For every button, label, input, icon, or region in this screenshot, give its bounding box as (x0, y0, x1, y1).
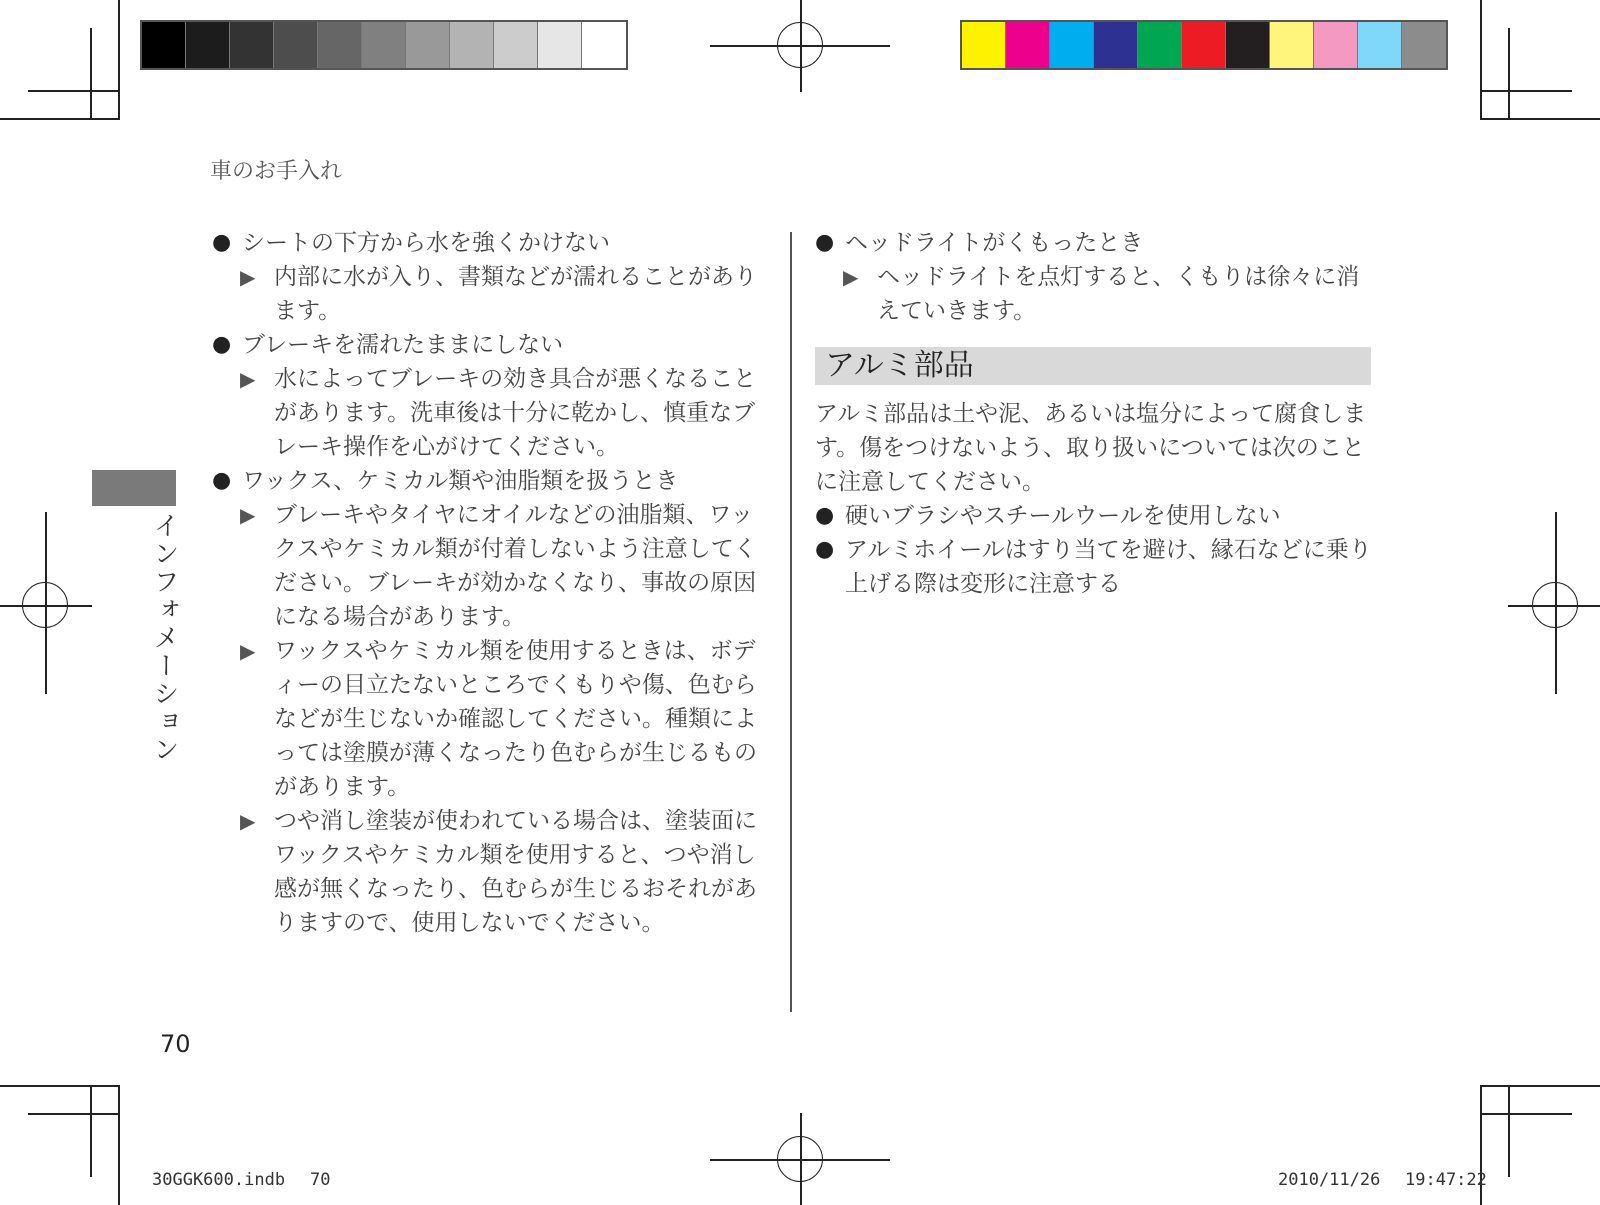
note-text: ブレーキやタイヤにオイルなどの油脂類、ワックスやケミカル類が付着しないよう注意してください。ブレーキが効かなくなり、事故の原因になる場合があります。 (274, 502, 757, 630)
color-swatch (1226, 22, 1270, 68)
bullet-icon: ● (212, 230, 232, 255)
color-swatch (1006, 22, 1050, 68)
list-item-text: アルミホイールはすり当てを避け、縁石などに乗り上げる際は変形に注意する (845, 537, 1372, 597)
color-swatch (1358, 22, 1402, 68)
column-divider (790, 232, 792, 1012)
color-swatch (1050, 22, 1094, 68)
note-item (212, 804, 772, 940)
bullet-icon: ● (212, 468, 232, 493)
bullet-icon: ● (815, 230, 835, 255)
list-item (212, 226, 772, 260)
arrow-icon: ▶ (240, 639, 256, 663)
footer-page: 70 (310, 1170, 331, 1190)
gray-swatch (538, 22, 582, 68)
note-item (212, 634, 772, 804)
note-text: ワックスやケミカル類を使用するときは、ボディーの目立たないところでくもりや傷、色むらなどが生じないか確認してください。種類によっては塗膜が薄くなったり色むらが生じるものがあります。 (274, 638, 757, 800)
gray-swatch (406, 22, 450, 68)
list-item-text: ブレーキを濡れたままにしない (242, 332, 564, 358)
section-body (815, 397, 1375, 601)
list-item (212, 464, 772, 498)
list-item-text: ワックス、ケミカル類や油脂類を扱うとき (242, 468, 679, 494)
footer-date: 2010/11/26 (1278, 1170, 1381, 1190)
list-item-text: 硬いブラシやスチールウールを使用しない (845, 503, 1281, 529)
page-number: 70 (160, 1030, 191, 1058)
list-item-text: ヘッドライトがくもったとき (845, 230, 1144, 256)
note-text: 水によってブレーキの効き具合が悪くなることがあります。洗車後は十分に乾かし、慎重なブレーキ操作を心がけてください。 (274, 366, 757, 460)
note-item (212, 498, 772, 634)
right-column (815, 226, 1375, 328)
color-swatch (1138, 22, 1182, 68)
arrow-icon: ▶ (843, 265, 859, 289)
gray-swatch (582, 22, 626, 68)
color-swatch (962, 22, 1006, 68)
color-swatch (1270, 22, 1314, 68)
footer-time: 19:47:22 (1405, 1170, 1487, 1190)
arrow-icon: ▶ (240, 503, 256, 527)
list-item (815, 533, 1375, 601)
side-tab (92, 470, 176, 506)
footer-file: 30GGK600.indb (152, 1170, 286, 1190)
color-swatch (1314, 22, 1358, 68)
list-item (212, 328, 772, 362)
side-tab-label: インフォメーション (149, 512, 179, 764)
gray-swatch (318, 22, 362, 68)
arrow-icon: ▶ (240, 265, 256, 289)
note-item (212, 260, 772, 328)
list-item-text: シートの下方から水を強くかけない (242, 230, 610, 256)
bullet-icon: ● (815, 503, 835, 528)
bullet-icon: ● (212, 332, 232, 357)
arrow-icon: ▶ (240, 809, 256, 833)
process-color-bar (960, 20, 1448, 70)
left-column (212, 226, 772, 940)
gray-swatch (450, 22, 494, 68)
note-text: ヘッドライトを点灯すると、くもりは徐々に消えていきます。 (877, 264, 1360, 324)
color-swatch (1182, 22, 1226, 68)
section-paragraph: アルミ部品は土や泥、あるいは塩分によって腐食します。傷をつけないよう、取り扱いについては次のことに注意してください。 (815, 401, 1367, 495)
grayscale-color-bar (140, 20, 628, 70)
list-item (815, 226, 1375, 260)
note-item (815, 260, 1375, 328)
gray-swatch (230, 22, 274, 68)
note-text: 内部に水が入り、書類などが濡れることがあります。 (274, 264, 757, 324)
note-text: つや消し塗装が使われている場合は、塗装面にワックスやケミカル類を使用すると、つや消し感が無くなったり、色むらが生じるおそれがありますので、使用しないでください。 (274, 808, 757, 936)
list-item (815, 499, 1375, 533)
bullet-icon: ● (815, 537, 835, 562)
note-item (212, 362, 772, 464)
color-swatch (1402, 22, 1446, 68)
gray-swatch (186, 22, 230, 68)
color-swatch (1094, 22, 1138, 68)
gray-swatch (274, 22, 318, 68)
running-header: 車のお手入れ (210, 159, 343, 184)
gray-swatch (142, 22, 186, 68)
section-heading: アルミ部品 (815, 347, 1371, 385)
arrow-icon: ▶ (240, 367, 256, 391)
gray-swatch (494, 22, 538, 68)
gray-swatch (362, 22, 406, 68)
